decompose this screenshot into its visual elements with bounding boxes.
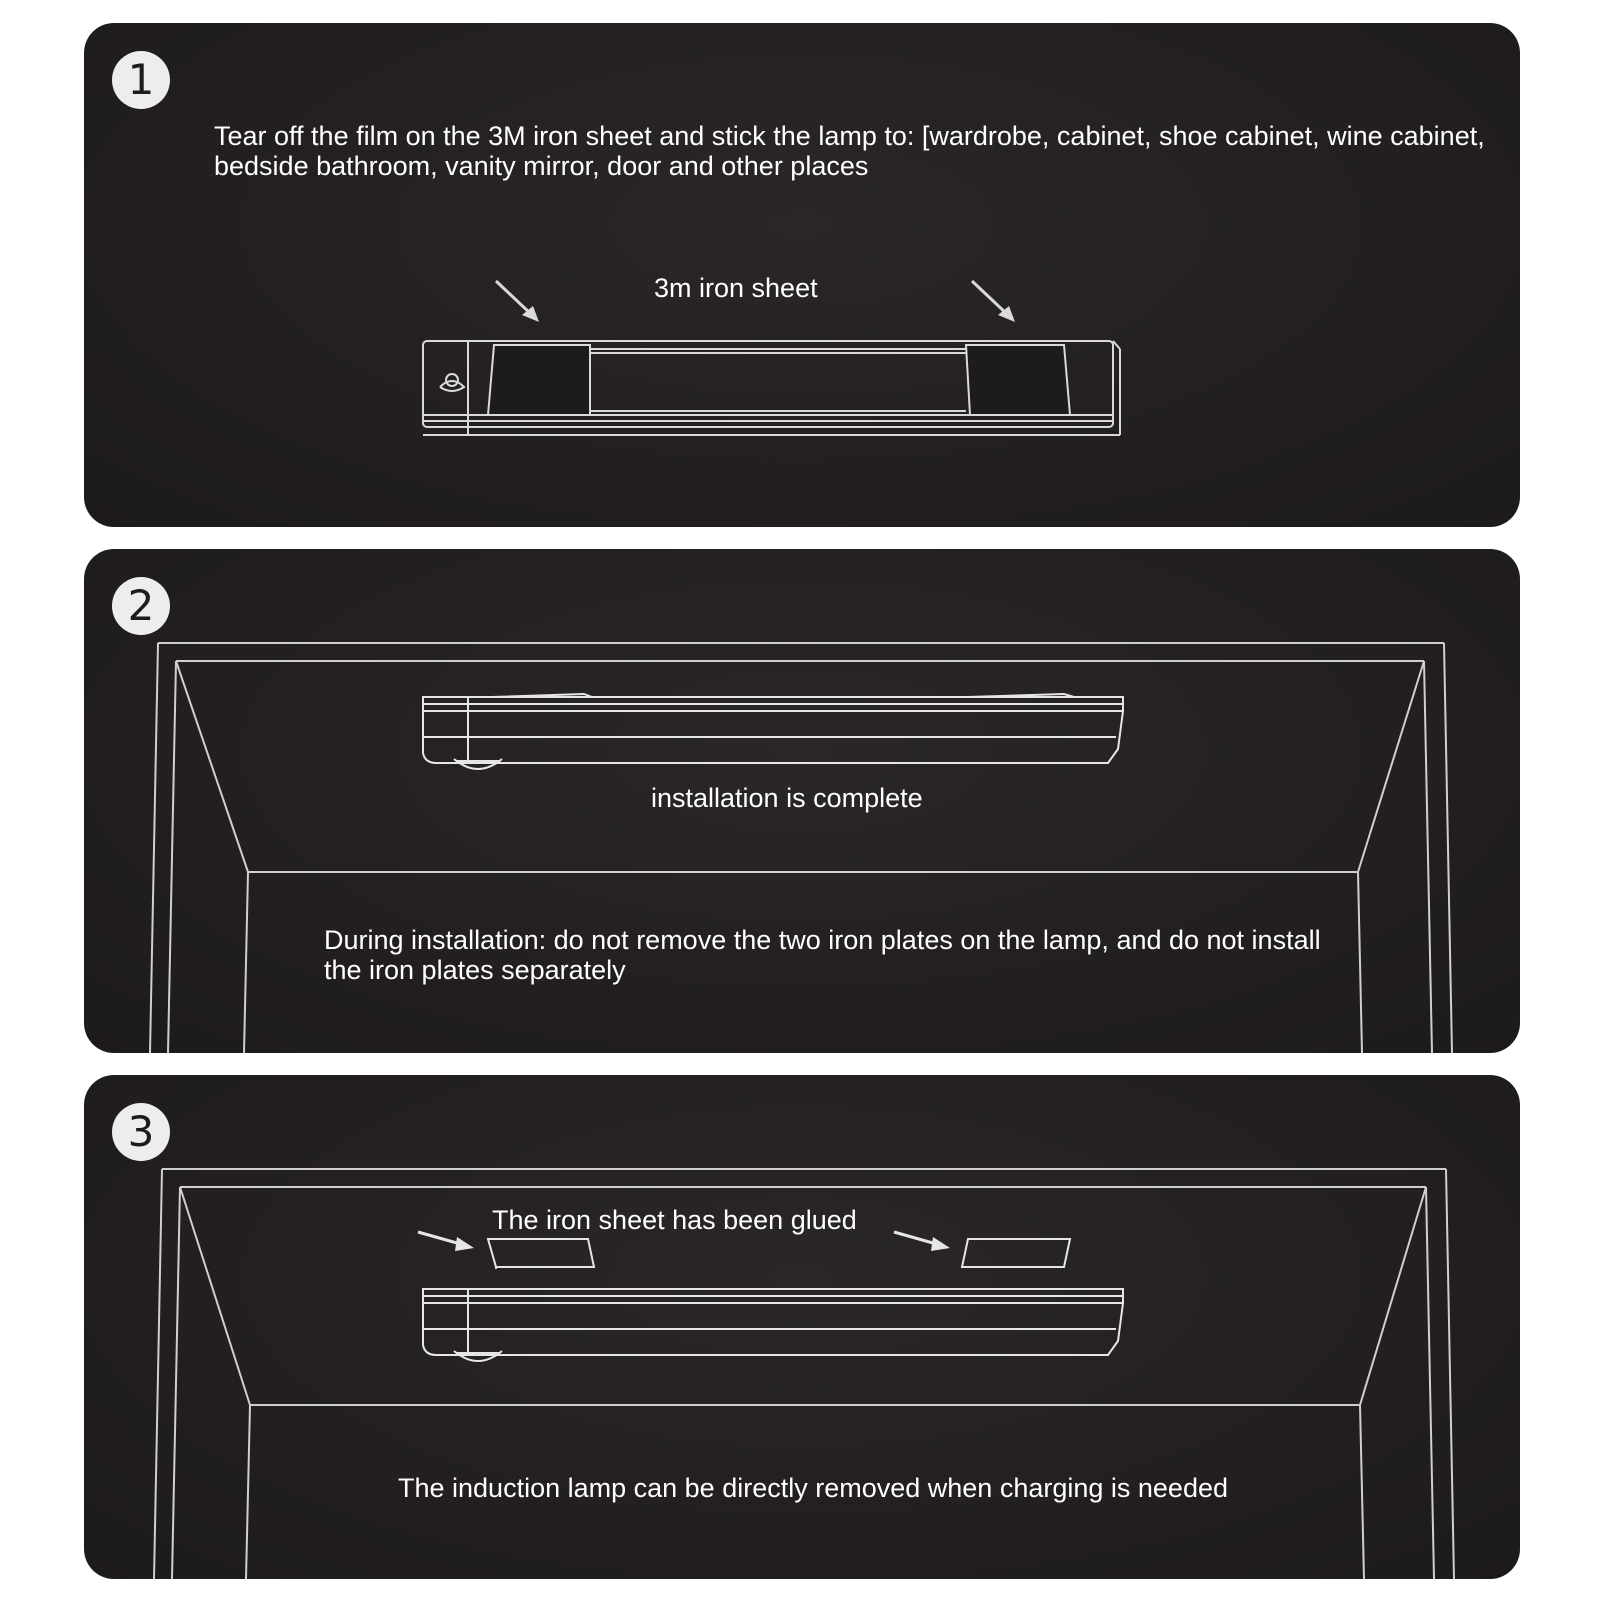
installation-warning-note: During installation: do not remove the two iron plates on the lamp, and do not install the iron plates separately [324,925,1321,985]
arrow-left-icon [418,1232,474,1251]
installation-complete-label: installation is complete [651,783,923,813]
step-1-instruction: Tear off the film on the 3M iron sheet and stick the lamp to: [wardrobe, cabinet, shoe cabinet, wine cabinet, bedside bathroom, vanity mirror, door and other places [214,121,1485,181]
arrow-right-icon [894,1232,950,1251]
step-3-panel [84,1075,1520,1579]
charging-removal-note: The induction lamp can be directly removed when charging is needed [398,1473,1228,1503]
iron-sheet-right [966,345,1070,415]
iron-sheet-glued-label: The iron sheet has been glued [492,1205,857,1235]
iron-sheet-left [488,345,590,415]
arrow-left-icon [496,281,539,322]
glued-iron-sheet-right [962,1239,1070,1267]
lamp-front-view [423,1289,1123,1361]
step-2-panel [84,549,1520,1053]
glued-iron-sheet-left [488,1239,594,1269]
lamp-front-view [423,694,1123,769]
step-1-panel [84,23,1520,527]
lamp-removal-illustration [84,1075,1520,1579]
step-number-badge: 1 [112,51,170,109]
iron-sheet-label: 3m iron sheet [654,273,818,303]
step-number-badge: 3 [112,1103,170,1161]
step-number-badge: 2 [112,577,170,635]
arrow-right-icon [972,281,1015,322]
